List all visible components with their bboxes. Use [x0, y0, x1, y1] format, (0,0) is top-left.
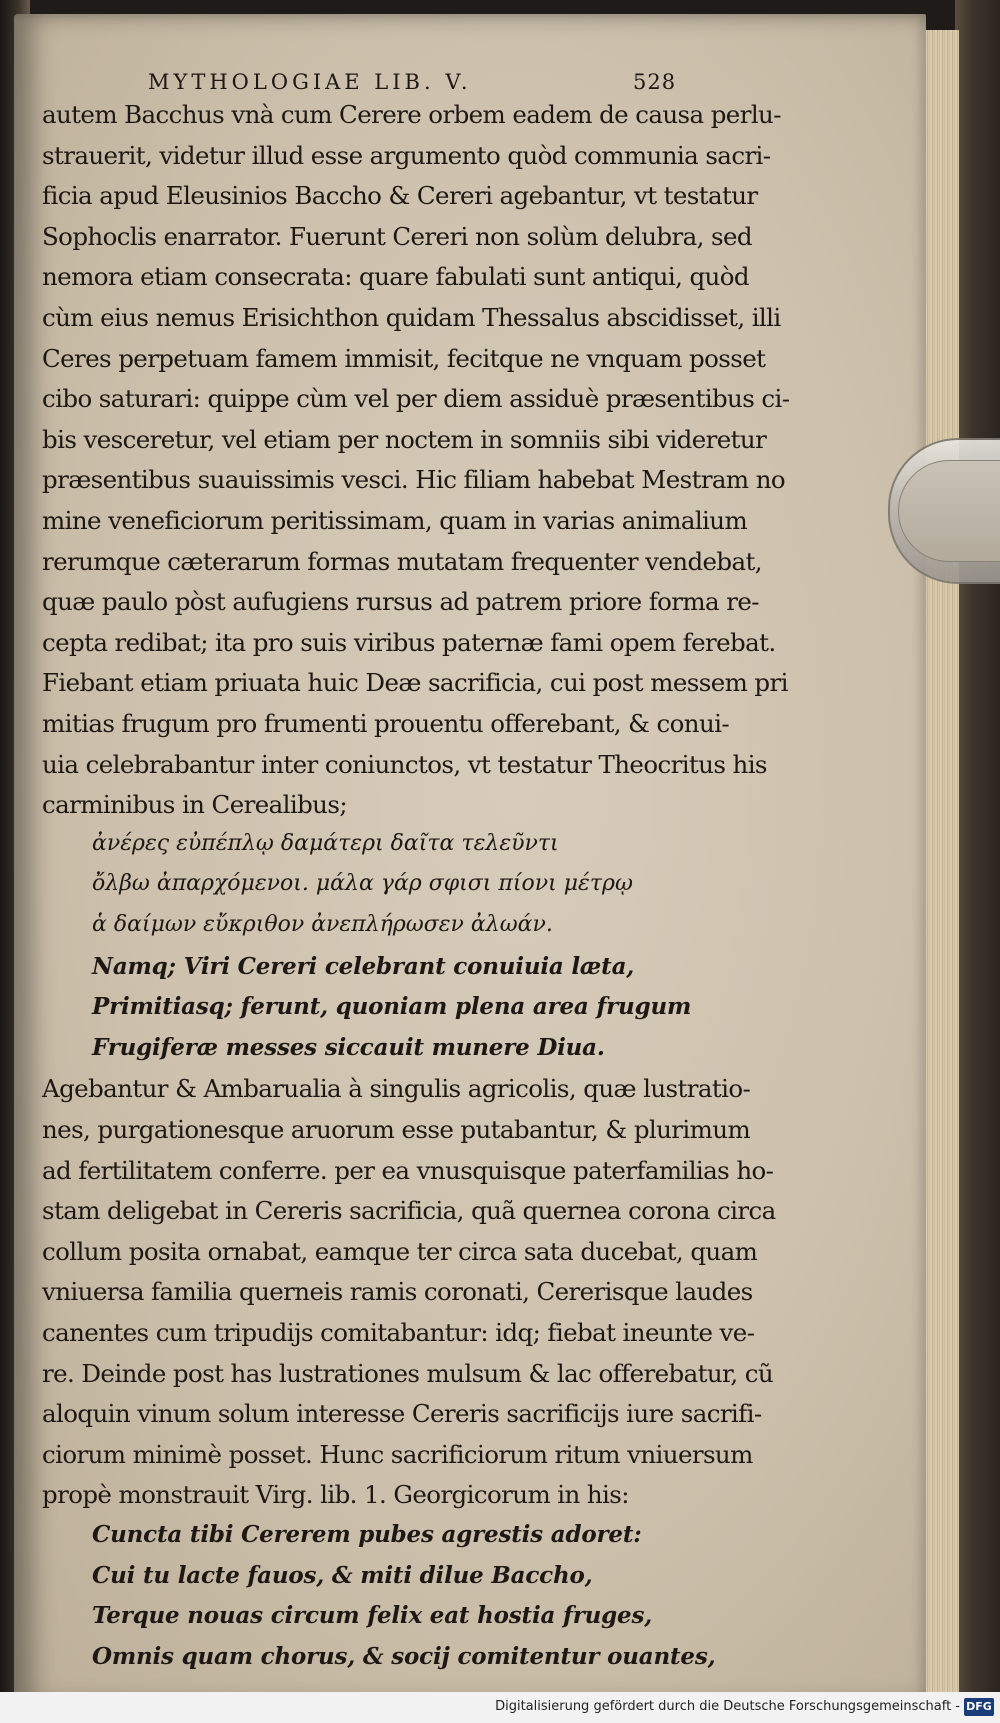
verse-line: Cuncta tibi Cererem pubes agrestis adoret:: [92, 1521, 642, 1548]
text-line: Sophoclis enarrator. Fuerunt Cereri non solùm delubra, sed: [42, 221, 752, 251]
text-line: mitias frugum pro frumenti prouentu offerebant, & conui-: [42, 709, 730, 738]
text-line: canentes cum tripudijs comitabantur: idq; fiebat ineunte ve-: [42, 1318, 755, 1347]
dfg-logo: DFG: [964, 1698, 994, 1716]
text-line: cùm eius nemus Erisichthon quidam Thessalus abscidisset, illi: [42, 303, 781, 332]
running-title: MYTHOLOGIAE LIB. V.: [148, 70, 472, 94]
text-line: ciorum minimè posset. Hunc sacrificiorum ritum vniuersum: [42, 1439, 753, 1469]
verse-line: Terque nouas circum felix eat hostia fruges,: [92, 1602, 653, 1630]
text-line: mine veneficiorum peritissimam, quam in varias animalium: [42, 506, 748, 535]
verse-line: Frugiferæ messes siccauit munere Diua.: [92, 1033, 605, 1061]
text-line: nes, purgationesque aruorum esse putabantur, & plurimum: [42, 1115, 751, 1144]
text-line: cepta redibat; ita pro suis viribus paternæ fami opem ferebat.: [42, 627, 776, 657]
verse-line: Omnis quam chorus, & socij comitentur ouantes,: [92, 1642, 716, 1670]
greek-verse-line: ὄλβω ἀπαρχόμενοι. μάλα γάρ σφισι πίονι μέτρῳ: [92, 871, 633, 897]
folio-number: 528: [633, 70, 677, 94]
text-line: carminibus in Cerealibus;: [42, 790, 347, 820]
text-line: bis vesceretur, vel etiam per noctem in somniis sibi videretur: [42, 424, 767, 454]
text-line: ficia apud Eleusinios Baccho & Cereri agebantur, vt testatur: [42, 181, 758, 211]
text-line: re. Deinde post has lustrationes mulsum & lac offerebatur, cũ: [42, 1358, 774, 1388]
text-line: collum posita ornabat, eamque ter circa sata ducebat, quam: [42, 1236, 758, 1266]
text-line: autem Bacchus vnà cum Cerere orbem eadem de causa perlu-: [42, 100, 781, 129]
text-line: nemora etiam consecrata: quare fabulati sunt antiqui, quòd: [42, 262, 749, 292]
text-line: uia celebrabantur inter coniunctos, vt testatur Theocritus his: [42, 749, 767, 779]
text-line: rerumque cæterarum formas mutatam frequenter vendebat,: [42, 546, 762, 576]
text-line: Fiebant etiam priuata huic Deæ sacrificia, cui post messem pri: [42, 668, 788, 698]
greek-verse-line: ἀνέρες εὐπέπλῳ δαμάτερι δαῖτα τελεῦντι: [92, 830, 559, 856]
text-line: ad fertilitatem conferre. per ea vnusquisque paterfamilias ho-: [42, 1155, 774, 1185]
page-header: [148, 70, 708, 100]
text-line: vniuersa familia querneis ramis coronati, Cererisque laudes: [42, 1277, 753, 1307]
text-line: aloquin vinum solum interesse Cereris sacrificijs iure sacrifi-: [42, 1399, 762, 1429]
text-line: Ceres perpetuam famem immisit, fecitque ne vnquam posset: [42, 343, 766, 373]
verse-line: Cui tu lacte fauos, & miti dilue Baccho,: [92, 1561, 593, 1589]
text-line: quæ paulo pòst aufugiens rursus ad patrem priore forma re-: [42, 587, 759, 617]
footer-bar: [0, 1692, 1000, 1723]
text-line: præsentibus suauissimis vesci. Hic filiam habebat Mestram no: [42, 465, 786, 495]
page-block-edges: [922, 30, 959, 1700]
verse-line: Namq; Viri Cereri celebrant conuiuia læta,: [92, 952, 635, 980]
page-clip-inner: [898, 460, 1000, 562]
text-line: strauerit, videtur illud esse argumento quòd communia sacri-: [42, 140, 771, 170]
text-line: Agebantur & Ambarualia à singulis agricolis, quæ lustratio-: [42, 1074, 751, 1104]
text-line: cibo saturari: quippe cùm vel per diem assiduè præsentibus ci-: [42, 384, 790, 414]
text-line: stam deligebat in Cereris sacrificia, quã quernea corona circa: [42, 1196, 776, 1226]
book-cover-right-edge: [955, 0, 1000, 1723]
verse-line: Primitiasq; ferunt, quoniam plena area frugum: [92, 993, 692, 1021]
greek-verse-line: ἁ δαίμων εὔκριθον ἀνεπλήρωσεν ἀλωάν.: [92, 912, 553, 937]
funding-credit: Digitalisierung gefördert durch die Deutsche Forschungsgemeinschaft -: [495, 1699, 960, 1714]
text-line: propè monstrauit Virg. lib. 1. Georgicorum in his:: [42, 1480, 629, 1510]
